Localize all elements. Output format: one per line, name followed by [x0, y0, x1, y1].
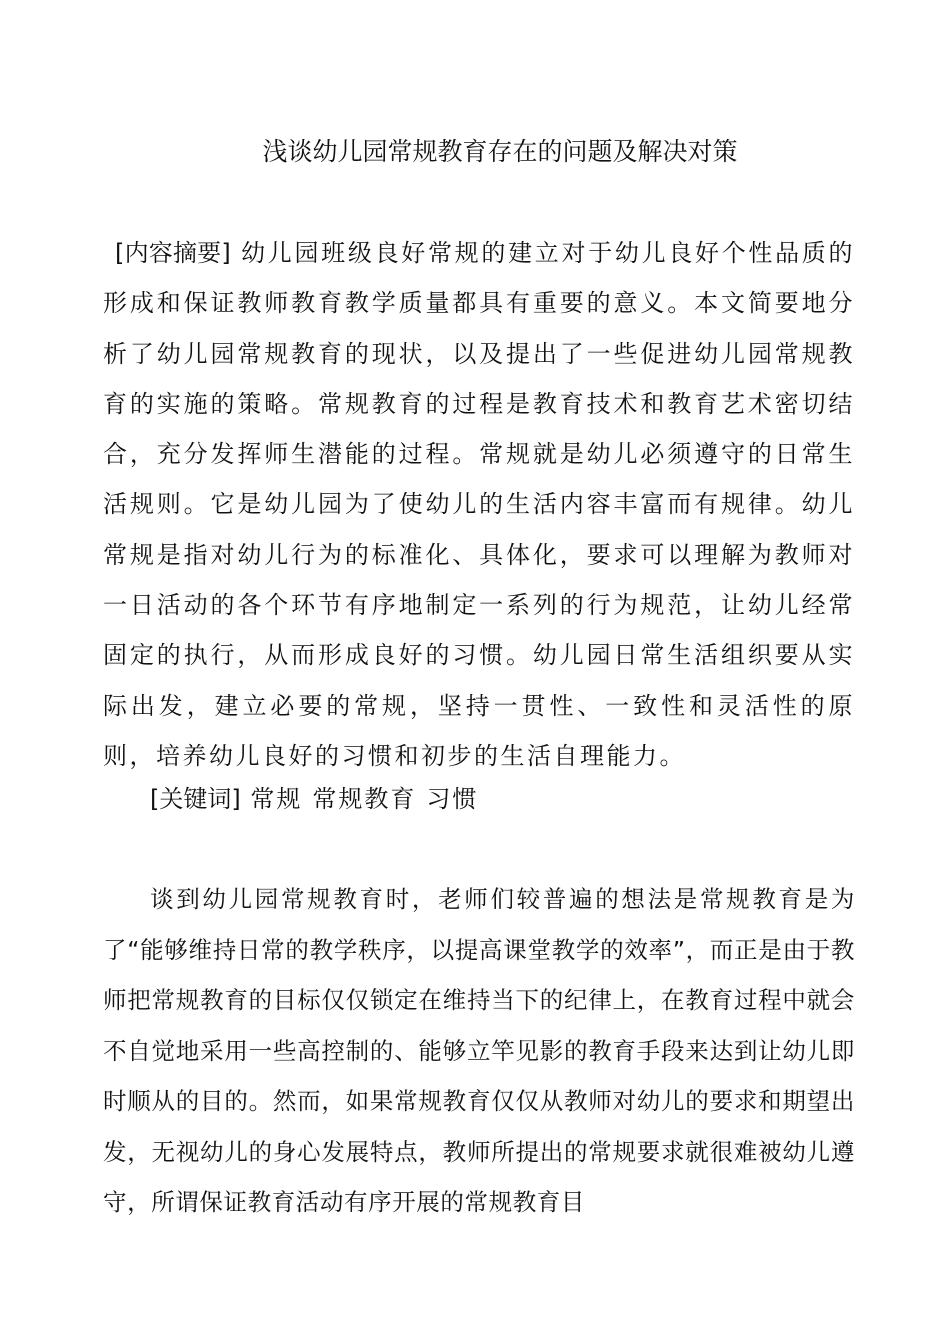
body-paragraph: 谈到幼儿园常规教育时，老师们较普遍的想法是常规教育是为了“能够维持日常的教学秩序，以提高课堂教学的效率”，而正是由于教师把常规教育的目标仅仅锁定在维持当下的纪律上，在教育过程中就会不自觉地采用一些高控制的、能够立竿见影的教育手段来达到让幼儿即时顺从的目的。然而，如果常规教育仅仅从教师对幼儿的要求和期望出发，无视幼儿的身心发展特点，教师所提出的常规要求就很难被幼儿遵守，所谓保证教育活动有序开展的常规教育目: [103, 885, 855, 1216]
document-title: 浅谈幼儿园常规教育存在的问题及解决对策: [262, 137, 738, 166]
abstract-paragraph: [103, 228, 855, 781]
keyword-item: 习惯: [426, 785, 479, 813]
keyword-item: 常规: [250, 785, 303, 813]
keyword-item: 常规教育: [312, 785, 417, 813]
abstract-label: [内容摘要]: [115, 239, 231, 267]
keywords-label: [关键词]: [150, 785, 241, 813]
keywords-line: [150, 777, 850, 821]
abstract-text: 幼儿园班级良好常规的建立对于幼儿良好个性品质的形成和保证教师教育教学质量都具有重要的意义。本文简要地分析了幼儿园常规教育的现状，以及提出了一些促进幼儿园常规教育的实施的策略。常规教育的过程是教育技术和教育艺术密切结合，充分发挥师生潜能的过程。常规就是幼儿必须遵守的日常生活规则。它是幼儿园为了使幼儿的生活内容丰富而有规律。幼儿常规是指对幼儿行为的标准化、具体化，要求可以理解为教师对一日活动的各个环节有序地制定一系列的行为规范，让幼儿经常固定的执行，从而形成良好的习惯。幼儿园日常生活组织要从实际出发，建立必要的常规，坚持一贯性、一致性和灵活性的原则，培养幼儿良好的习惯和初步的生活自理能力。: [103, 239, 855, 770]
